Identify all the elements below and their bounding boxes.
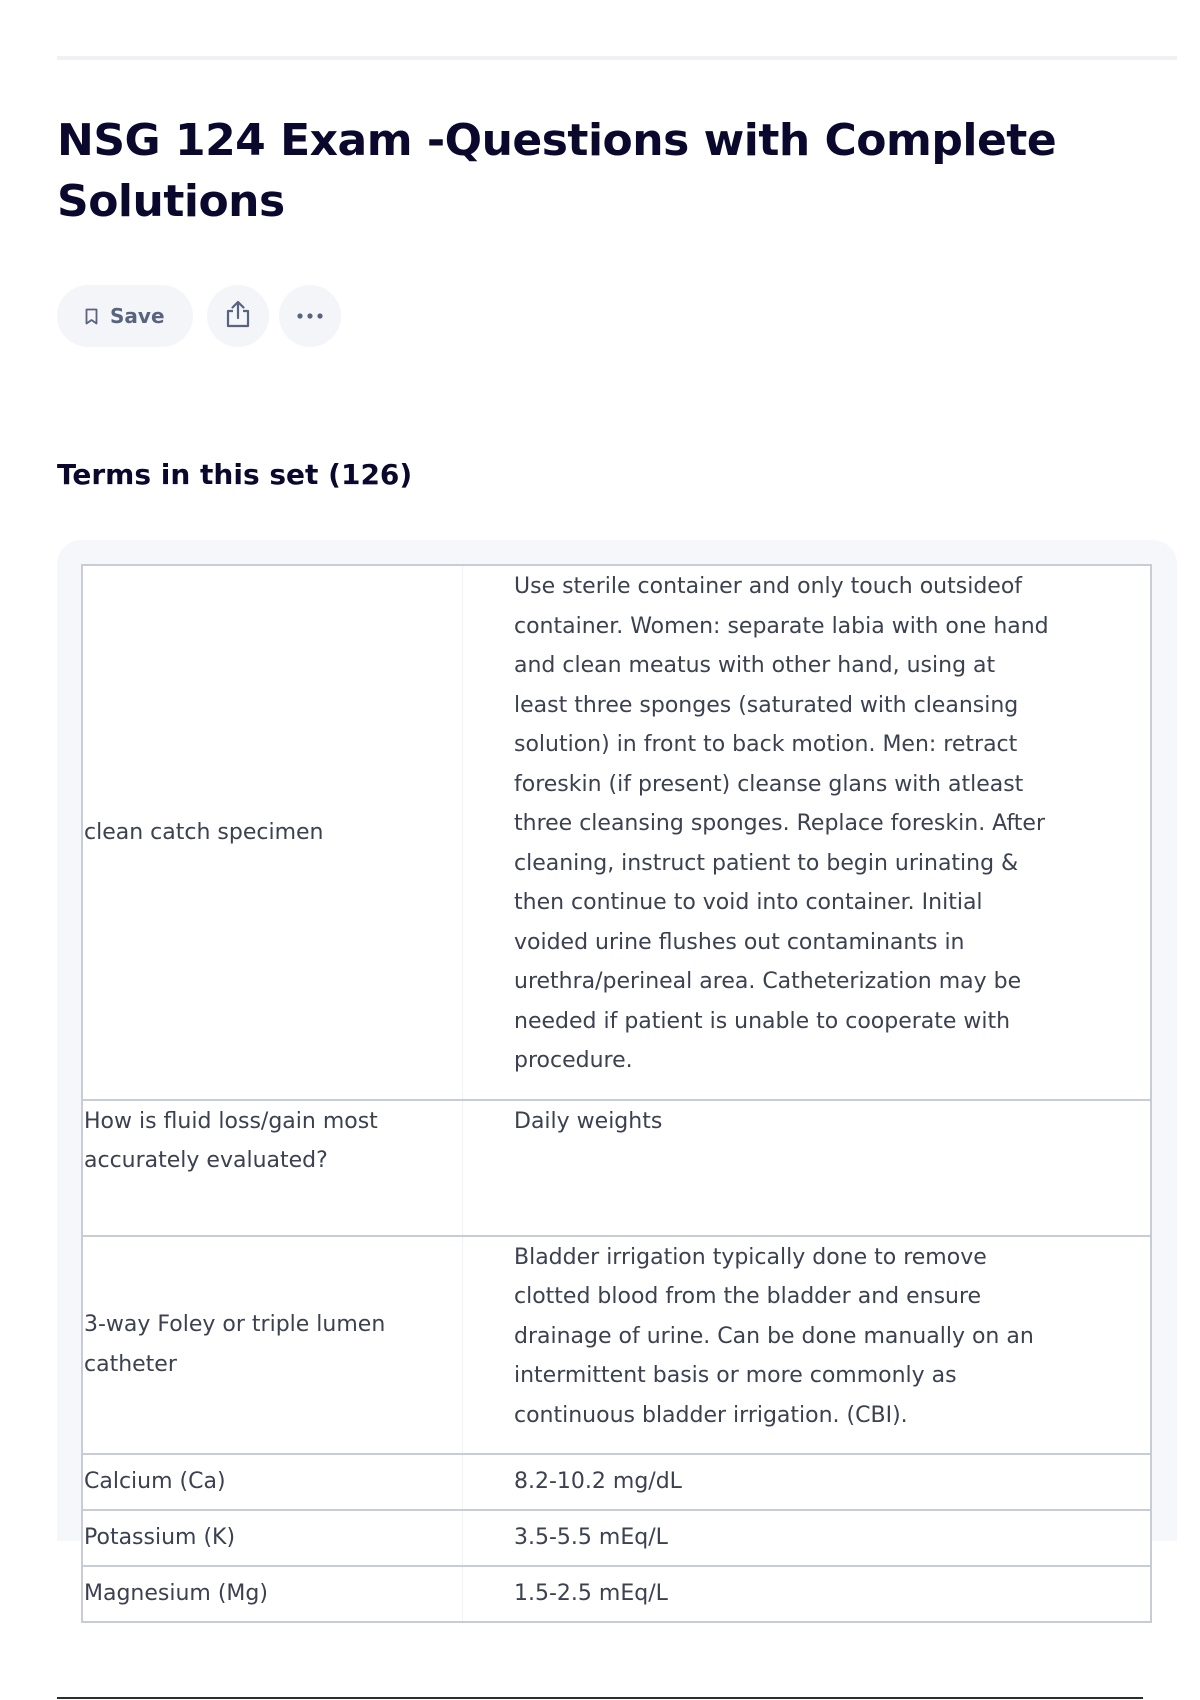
bottom-divider — [57, 1697, 1143, 1699]
bookmark-icon — [85, 308, 98, 325]
term-cell: Potassium (K) — [82, 1510, 463, 1566]
table-row — [82, 565, 1151, 1100]
more-options-icon — [295, 307, 325, 325]
terms-heading: Terms in this set (126) — [57, 458, 413, 491]
table-row — [82, 1454, 1151, 1510]
term-cell: clean catch specimen — [82, 565, 463, 1100]
definition-cell: Use sterile container and only touch outsideof container. Women: separate labia with one hand and clean meatus with other hand, using at least three sponges (saturated with cleansing solution) in front to back motion. Men: retract foreskin (if present) cleanse glans with atleast three cleansing sponges. Replace foreskin. After cleaning, instruct patient to begin urinating & then continue to void into container. Initial voided urine flushes out contaminants in urethra/perineal area. Catheterization may be needed if patient is unable to cooperate with procedure. — [463, 565, 1152, 1100]
term-cell: Magnesium (Mg) — [82, 1566, 463, 1622]
share-icon — [225, 299, 251, 334]
definition-cell: Daily weights — [463, 1100, 1152, 1236]
more-options-button[interactable] — [279, 285, 341, 347]
save-button[interactable] — [57, 285, 193, 347]
top-divider — [57, 56, 1177, 60]
share-button[interactable] — [207, 285, 269, 347]
term-cell: How is fluid loss/gain most accurately evaluated? — [82, 1100, 463, 1236]
terms-table — [81, 564, 1152, 1623]
page-title: NSG 124 Exam -Questions with Complete Solutions — [57, 115, 1057, 227]
table-row — [82, 1566, 1151, 1622]
definition-cell: Bladder irrigation typically done to remove clotted blood from the bladder and ensure drainage of urine. Can be done manually on an intermittent basis or more commonly as continuous bladder irrigation. (CBI). — [463, 1236, 1152, 1455]
term-cell: 3-way Foley or triple lumen catheter — [82, 1236, 463, 1455]
save-button-label: Save — [110, 304, 165, 328]
table-row — [82, 1100, 1151, 1236]
table-row — [82, 1236, 1151, 1455]
term-cell: Calcium (Ca) — [82, 1454, 463, 1510]
action-bar — [57, 285, 351, 347]
table-row — [82, 1510, 1151, 1566]
definition-cell: 1.5-2.5 mEq/L — [463, 1566, 1152, 1622]
definition-cell: 3.5-5.5 mEq/L — [463, 1510, 1152, 1566]
definition-cell: 8.2-10.2 mg/dL — [463, 1454, 1152, 1510]
